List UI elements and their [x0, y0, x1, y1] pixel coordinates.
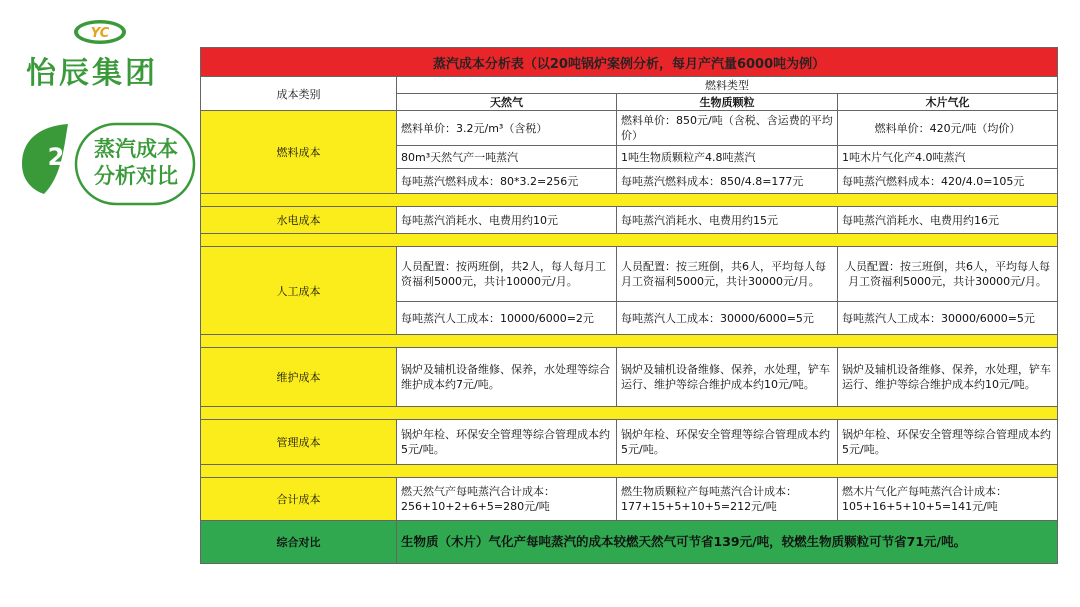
table-row — [201, 111, 1058, 146]
fuel-yield-gas: 80m³天然气产一吨蒸汽 — [397, 146, 617, 169]
fuel-yield-wood: 1吨木片气化产4.0吨蒸汽 — [838, 146, 1058, 169]
management-gas: 锅炉年检、环保安全管理等综合管理成本约5元/吨。 — [397, 420, 617, 465]
separator-row — [201, 465, 1058, 478]
fuel-header-natural-gas: 天然气 — [397, 94, 617, 111]
fuel-type-header: 燃料类型 — [397, 77, 1058, 94]
labor-staffing-pellet: 人员配置：按三班倒，共6人，平均每人每月工资福利5000元，共计30000元/月。 — [617, 247, 838, 302]
separator-row — [201, 407, 1058, 420]
fuel-per-ton-wood: 每吨蒸汽燃料成本：420/4.0=105元 — [838, 169, 1058, 194]
svg-text:YC: YC — [90, 26, 110, 41]
separator-row — [201, 234, 1058, 247]
utility-wood: 每吨蒸汽消耗水、电费用约16元 — [838, 207, 1058, 234]
category-total-cost: 合计成本 — [201, 478, 397, 521]
maintenance-gas: 锅炉及辅机设备维修、保养，水处理等综合维护成本约7元/吨。 — [397, 348, 617, 407]
labor-per-ton-wood: 每吨蒸汽人工成本：30000/6000=5元 — [838, 302, 1058, 335]
table-row — [201, 247, 1058, 302]
labor-per-ton-pellet: 每吨蒸汽人工成本：30000/6000=5元 — [617, 302, 838, 335]
total-wood-label: 燃木片气化产每吨蒸汽合计成本： — [842, 485, 1007, 498]
total-gas-formula: 256+10+2+6+5=280元/吨 — [401, 500, 550, 513]
labor-per-ton-gas: 每吨蒸汽人工成本：10000/6000=2元 — [397, 302, 617, 335]
fuel-per-ton-gas: 每吨蒸汽燃料成本：80*3.2=256元 — [397, 169, 617, 194]
summary-row — [201, 521, 1058, 564]
table-title-row — [201, 48, 1058, 77]
header-row — [201, 77, 1058, 94]
fuel-per-ton-pellet: 每吨蒸汽燃料成本：850/4.8=177元 — [617, 169, 838, 194]
fuel-yield-pellet: 1吨生物质颗粒产4.8吨蒸汽 — [617, 146, 838, 169]
total-pellet-formula: 177+15+5+10+5=212元/吨 — [621, 500, 777, 513]
labor-staffing-wood: 人员配置：按三班倒，共6人，平均每人每月工资福利5000元，共计30000元/月。 — [838, 247, 1058, 302]
maintenance-pellet: 锅炉及辅机设备维修、保养，水处理，铲车运行、维护等综合维护成本约10元/吨。 — [617, 348, 838, 407]
separator-row — [201, 194, 1058, 207]
category-management-cost: 管理成本 — [201, 420, 397, 465]
fuel-header-biomass-pellet: 生物质颗粒 — [617, 94, 838, 111]
management-wood: 锅炉年检、环保安全管理等综合管理成本约5元/吨。 — [838, 420, 1058, 465]
utility-gas: 每吨蒸汽消耗水、电费用约10元 — [397, 207, 617, 234]
category-labor-cost: 人工成本 — [201, 247, 397, 335]
fuel-header-wood-chip: 木片气化 — [838, 94, 1058, 111]
utility-pellet: 每吨蒸汽消耗水、电费用约15元 — [617, 207, 838, 234]
total-gas — [397, 478, 617, 521]
section-badge — [18, 120, 198, 210]
management-pellet: 锅炉年检、环保安全管理等综合管理成本约5元/吨。 — [617, 420, 838, 465]
total-pellet — [617, 478, 838, 521]
labor-staffing-gas: 人员配置：按两班倒，共2人，每人每月工资福利5000元，共计10000元/月。 — [397, 247, 617, 302]
total-wood — [838, 478, 1058, 521]
category-maintenance-cost: 维护成本 — [201, 348, 397, 407]
brand-name: 怡辰集团 — [26, 56, 158, 91]
section-title-line2: 分析对比 — [94, 164, 178, 188]
table-title: 蒸汽成本分析表（以20吨锅炉案例分析，每月产汽量6000吨为例） — [201, 48, 1058, 77]
table-row — [201, 207, 1058, 234]
steam-cost-table — [200, 47, 1058, 564]
fuel-unit-price-wood: 燃料单价：420元/吨（均价） — [838, 111, 1058, 146]
summary-text: 生物质（木片）气化产每吨蒸汽的成本较燃天然气可节省139元/吨，较燃生物质颗粒可节省71元/吨。 — [397, 521, 1058, 564]
total-wood-formula: 105+16+5+10+5=141元/吨 — [842, 500, 998, 513]
fuel-unit-price-pellet: 燃料单价：850元/吨（含税、含运费的平均价） — [617, 111, 838, 146]
company-logo — [20, 18, 185, 91]
table-row — [201, 478, 1058, 521]
section-title-line1: 蒸汽成本 — [94, 137, 178, 161]
category-utility-cost: 水电成本 — [201, 207, 397, 234]
section-number: 2 — [47, 143, 65, 171]
category-fuel-cost: 燃料成本 — [201, 111, 397, 194]
total-pellet-label: 燃生物质颗粒产每吨蒸汽合计成本： — [621, 485, 797, 498]
cost-category-header: 成本类别 — [201, 77, 397, 111]
section-title — [82, 136, 190, 190]
total-gas-label: 燃天然气产每吨蒸汽合计成本： — [401, 485, 555, 498]
category-summary: 综合对比 — [201, 521, 397, 564]
fuel-unit-price-gas: 燃料单价：3.2元/m³（含税） — [397, 111, 617, 146]
separator-row — [201, 335, 1058, 348]
table-row — [201, 420, 1058, 465]
table-row — [201, 348, 1058, 407]
yc-logo-icon — [72, 18, 128, 46]
maintenance-wood: 锅炉及辅机设备维修、保养，水处理，铲车运行、维护等综合维护成本约10元/吨。 — [838, 348, 1058, 407]
